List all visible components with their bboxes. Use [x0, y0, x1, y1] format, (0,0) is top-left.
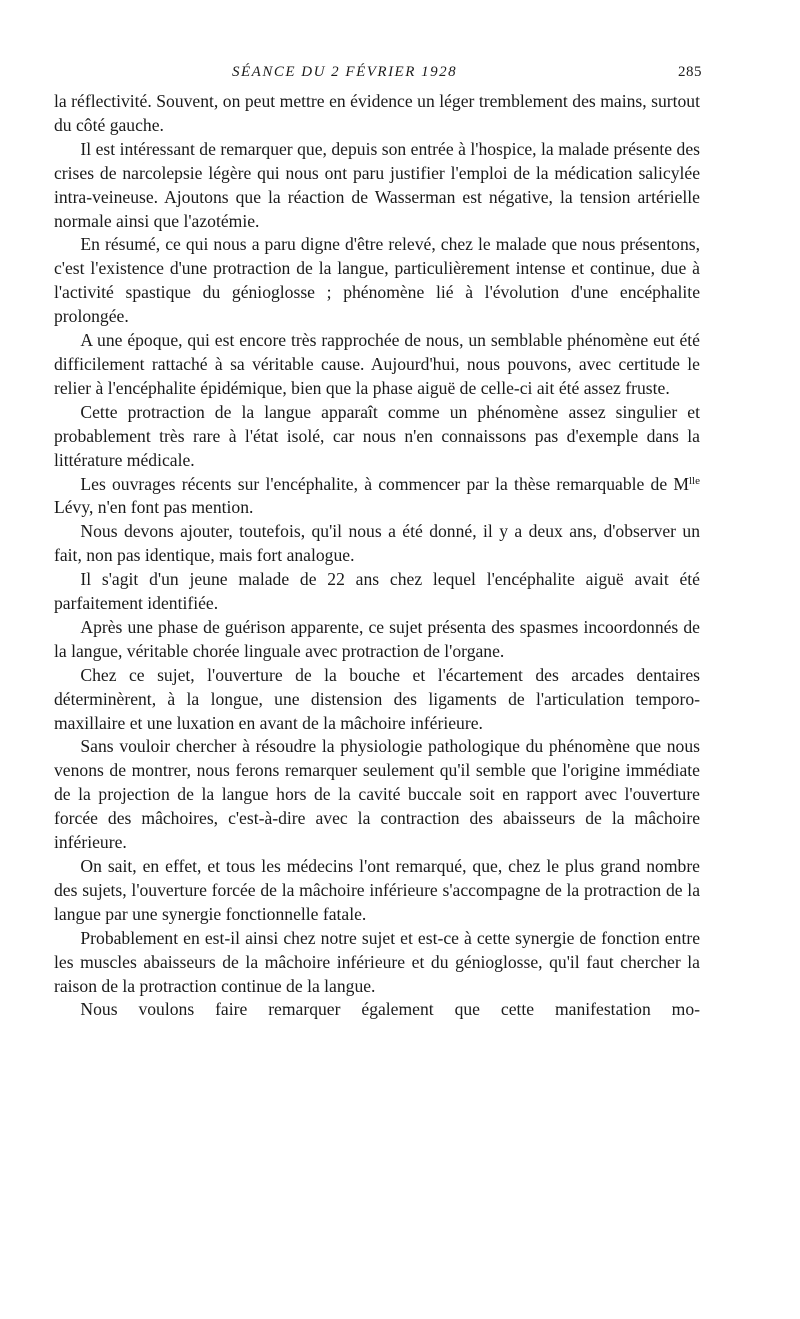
- paragraph: A une époque, qui est encore très rapprochée de nous, un semblable phénomène eut été difficilement rattaché à sa véritable cause. Aujourd'hui, nous pouvons, avec certitude le relier à l'encéphalite épidémique, bien que la phase aiguë de celle-ci ait été assez fruste.: [54, 330, 700, 398]
- body-text: [54, 90, 700, 1022]
- paragraph: la réflectivité. Souvent, on peut mettre en évidence un léger tremblement des mains, surtout du côté gauche.: [54, 91, 700, 135]
- paragraph: On sait, en effet, et tous les médecins l'ont remarqué, que, chez le plus grand nombre des sujets, l'ouverture forcée de la mâchoire inférieure s'accompagne de la protraction de la langue par une synergie fonctionnelle fatale.: [54, 856, 700, 924]
- paragraph-text: Lévy, n'en font pas mention.: [54, 497, 254, 518]
- paragraph: Chez ce sujet, l'ouverture de la bouche et l'écartement des arcades dentaires déterminèrent, à la longue, une distension des ligaments de l'articulation temporo-maxillaire et une luxation en avant de la mâchoire inférieure.: [54, 664, 700, 733]
- page-number: 285: [678, 64, 702, 80]
- running-header: [54, 64, 700, 90]
- paragraph: Il s'agit d'un jeune malade de 22 ans chez lequel l'encéphalite aiguë avait été parfaitement identifiée.: [54, 569, 700, 614]
- paragraph: Probablement en est-il ainsi chez notre sujet et est-ce à cette synergie de fonction entre les muscles abaisseurs de la mâchoire inférieure et du génioglosse, qu'il faut chercher la raison de la protraction continue de la langue.: [54, 927, 700, 996]
- paragraph: Nous devons ajouter, toutefois, qu'il nous a été donné, il y a deux ans, d'observer un fait, non pas identique, mais fort analogue.: [54, 521, 700, 566]
- paragraph-text: Les ouvrages récents sur l'encéphalite, à commencer par la thèse remarquable de M: [80, 473, 689, 494]
- paragraph: En résumé, ce qui nous a paru digne d'être relevé, chez le malade que nous présentons, c'est l'existence d'une protraction de la langue, particulièrement intense et continue, due à l'activité spastique du génioglosse ; phénomène lié à l'évolution d'une encéphalite prolongée.: [54, 234, 700, 327]
- paragraph: Après une phase de guérison apparente, ce sujet présenta des spasmes incoordonnés de la langue, véritable chorée linguale avec protraction de l'organe.: [54, 616, 700, 661]
- paragraph: Cette protraction de la langue apparaît comme un phénomène assez singulier et probablement très rare à l'état isolé, car nous n'en connaissons pas d'exemple dans la littérature médicale.: [54, 401, 700, 470]
- paragraph: Sans vouloir chercher à résoudre la physiologie pathologique du phénomène que nous venons de montrer, nous ferons remarquer seulement qu'il semble que l'origine immédiate de la projection de la langue hors de la cavité buccale soit en rapport avec l'ouverture forcée des mâchoires, c'est-à-dire avec la contraction des abaisseurs de la mâchoire inférieure.: [54, 736, 700, 853]
- running-title: SÉANCE DU 2 FÉVRIER 1928: [232, 64, 458, 80]
- paragraph: [54, 473, 700, 521]
- superscript-abbreviation: lle: [689, 474, 700, 487]
- book-page: [54, 64, 700, 1022]
- paragraph: Nous voulons faire remarquer également que cette manifestation mo-: [80, 999, 700, 1020]
- paragraph: Il est intéressant de remarquer que, depuis son entrée à l'hospice, la malade présente des crises de narcolepsie légère qui nous ont paru justifier l'emploi de la médication salicylée intra-veineuse. Ajoutons que la réaction de Wasserman est négative, la tension artérielle normale ainsi que l'azotémie.: [54, 138, 700, 231]
